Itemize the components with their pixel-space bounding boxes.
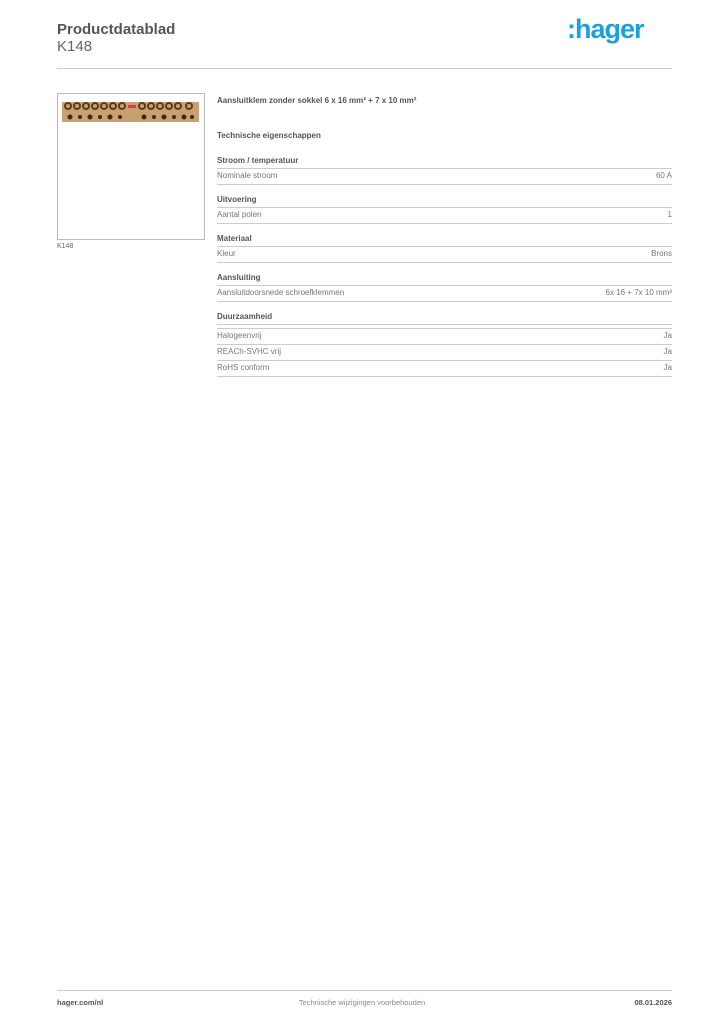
footer-date: 08.01.2026 bbox=[634, 998, 672, 1007]
image-caption: K148 bbox=[57, 243, 74, 250]
spec-row bbox=[217, 208, 672, 224]
product-title: Aansluitklem zonder sokkel 6 x 16 mm² + 7 x 10 mm² bbox=[217, 96, 417, 105]
spec-label: Nominale stroom bbox=[217, 171, 278, 180]
page-title: Productdatablad bbox=[57, 21, 176, 38]
spec-section bbox=[217, 311, 672, 377]
section-title: Aansluiting bbox=[217, 272, 672, 286]
spec-value: Ja bbox=[663, 331, 672, 340]
spec-value: 60 A bbox=[655, 171, 672, 180]
spec-value: Brons bbox=[651, 249, 672, 258]
footer-divider bbox=[57, 990, 672, 991]
header-divider bbox=[57, 68, 672, 69]
spec-row bbox=[217, 345, 672, 361]
spec-section bbox=[217, 194, 672, 224]
product-image bbox=[57, 93, 205, 240]
hager-logo: :hager bbox=[567, 14, 644, 44]
spec-value: 1 bbox=[667, 210, 672, 219]
terminal-block-picture bbox=[58, 94, 204, 239]
spec-label: Halogeenvrij bbox=[217, 331, 262, 340]
spec-label: Kleur bbox=[217, 249, 236, 258]
spec-value: Ja bbox=[663, 347, 672, 356]
spec-row bbox=[217, 169, 672, 185]
product-code: K148 bbox=[57, 38, 93, 55]
spec-label: REACh-SVHC vrij bbox=[217, 347, 282, 356]
spec-row bbox=[217, 247, 672, 263]
section-title: Uitvoering bbox=[217, 194, 672, 208]
section-title: Duurzaamheid bbox=[217, 311, 672, 325]
spec-row bbox=[217, 329, 672, 345]
technical-properties-heading: Technische eigenschappen bbox=[217, 131, 321, 140]
spec-label: Aansluitdoorsnede schroefklemmen bbox=[217, 288, 345, 297]
footer-note: Technische wijzigingen voorbehouden bbox=[298, 998, 426, 1007]
section-title: Stroom / temperatuur bbox=[217, 155, 672, 169]
spec-section bbox=[217, 155, 672, 185]
footer-website-link[interactable]: hager.com/nl bbox=[57, 998, 104, 1007]
spec-section bbox=[217, 272, 672, 302]
spec-label: RoHS conform bbox=[217, 363, 270, 372]
spec-table bbox=[217, 155, 672, 386]
spec-section bbox=[217, 233, 672, 263]
spec-value: Ja bbox=[663, 363, 672, 372]
spec-row bbox=[217, 286, 672, 302]
section-title: Materiaal bbox=[217, 233, 672, 247]
spec-value: 6x 16 + 7x 10 mm² bbox=[605, 288, 672, 297]
spec-row bbox=[217, 361, 672, 377]
spec-label: Aantal polen bbox=[217, 210, 262, 219]
